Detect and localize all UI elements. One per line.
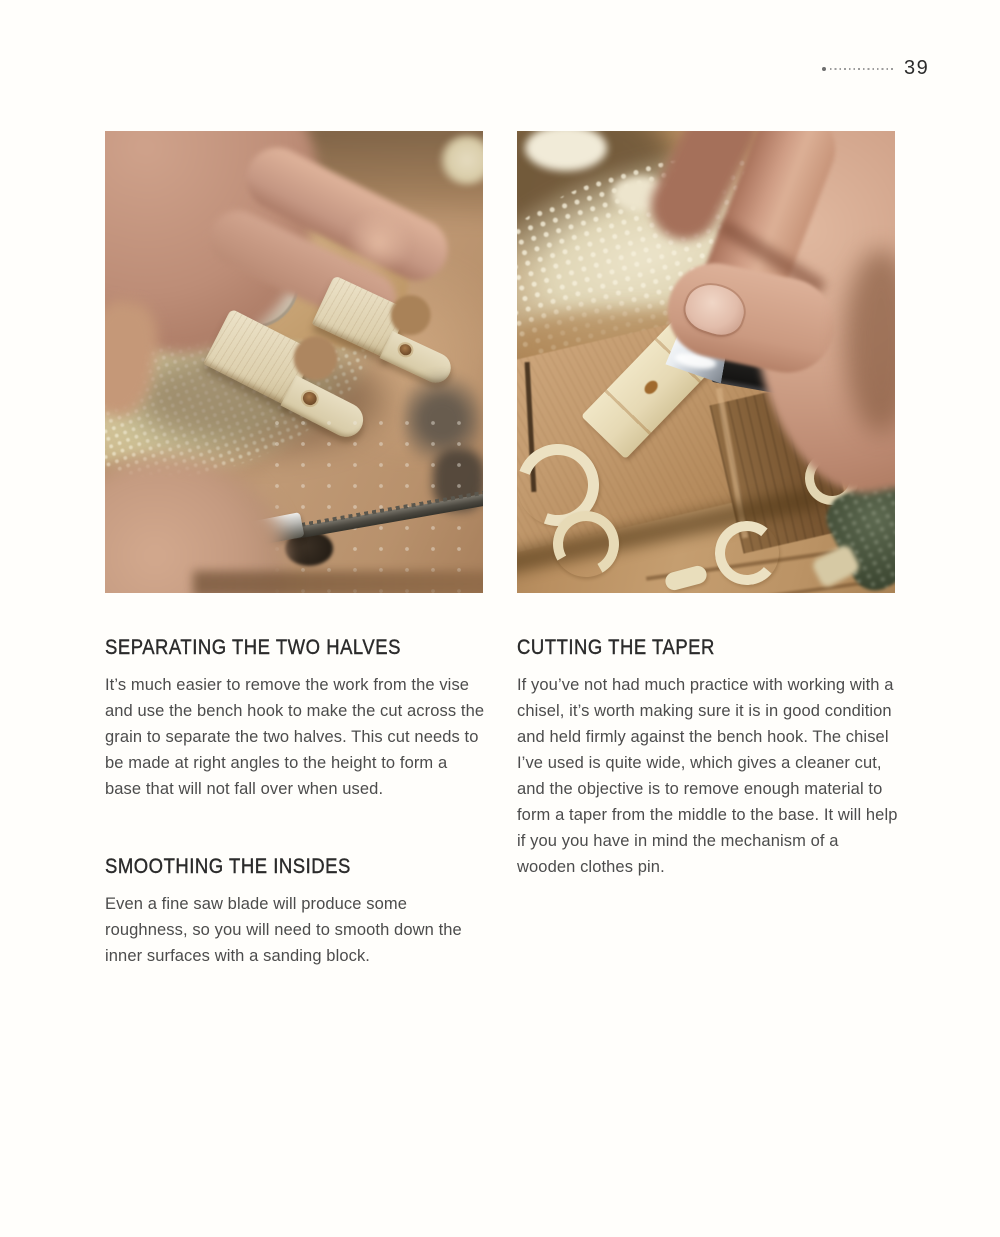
right-column: [517, 637, 900, 880]
section-body: Even a fine saw blade will produce some roughness, so you will need to smooth down the inner surfaces with a sanding block.: [105, 895, 462, 965]
section-smoothing-the-insides: [105, 856, 488, 969]
bench-edge-shadow: [193, 571, 483, 593]
folio-dashed-line: [830, 68, 896, 70]
hand-knuckle-highlight: [343, 213, 415, 271]
section-separating-the-two-halves: [105, 637, 488, 802]
photo-chiseling-taper: [517, 131, 895, 593]
section-heading: CUTTING THE TAPER: [517, 636, 715, 659]
section-heading: SMOOTHING THE INSIDES: [105, 855, 351, 878]
section-body: It’s much easier to remove the work from the vise and use the bench hook to make the cut across the grain to separate the two halves. This cut needs to be made at right angles to the height to form a base that will not fall over when used.: [105, 676, 485, 798]
photo-sawing-halves: [105, 131, 483, 593]
wood-grain-knot: [642, 378, 660, 396]
wood-shaving-bit: [663, 564, 708, 592]
left-column: [105, 637, 488, 969]
section-body: If you’ve not had much practice with working with a chisel, it’s worth making sure it is in good condition and held firmly against the bench hook. The chisel I’ve used is quite wide, which gives a cleaner cut, and the objective is to remove enough material to form a taper from the middle to the base. It will help if you you have in mind the mechanism of a wooden clothes pin.: [517, 676, 898, 876]
page-number: 39: [904, 57, 930, 79]
section-cutting-the-taper: [517, 637, 900, 880]
folio-dot: [822, 67, 826, 71]
section-heading: SEPARATING THE TWO HALVES: [105, 636, 401, 659]
folio-rule: [822, 67, 896, 72]
